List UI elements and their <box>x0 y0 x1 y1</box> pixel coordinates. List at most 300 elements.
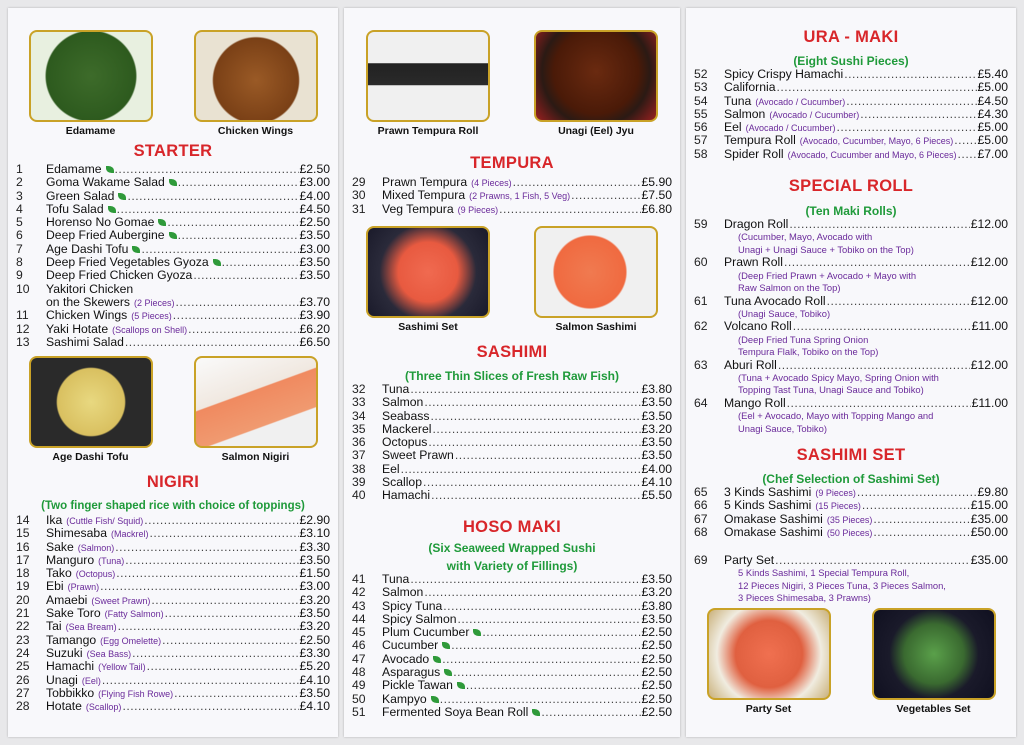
item-number: 67 <box>694 511 708 526</box>
item-name <box>382 396 423 409</box>
dot-leader <box>118 620 299 633</box>
item-price: £2.50 <box>641 678 672 693</box>
item-price: £9.80 <box>977 485 1008 499</box>
item-number: 65 <box>694 485 708 499</box>
item-number: 54 <box>694 93 708 108</box>
item-name-text: Plum Cucumber <box>382 625 470 640</box>
menu-item <box>344 476 680 489</box>
item-description: (Deep Fried Prawn + Avocado + Mayo with <box>738 269 917 281</box>
item-description: (Tuna + Avocado Spicy Mayo, Spring Onion with <box>738 371 939 383</box>
item-name-text: Tai <box>46 619 62 634</box>
menu-item <box>8 527 338 540</box>
hoso-maki-list <box>344 573 680 719</box>
item-name-text: Cucumber <box>382 638 439 653</box>
vegetarian-leaf-icon <box>108 206 116 213</box>
item-price: £11.00 <box>971 319 1008 334</box>
dot-leader <box>176 296 299 309</box>
vegetarian-leaf-icon <box>433 656 441 663</box>
item-number: 49 <box>352 678 366 693</box>
section-subtitle-ura-maki: (Eight Sushi Pieces) <box>793 54 909 68</box>
item-number: 1 <box>16 162 23 176</box>
dot-leader <box>453 666 640 679</box>
item-description: (Cucumber, Mayo, Avocado with <box>738 231 873 243</box>
menu-item <box>344 693 680 706</box>
menu-item <box>8 269 338 282</box>
menu-item <box>8 541 338 554</box>
item-name-text: Salmon <box>382 395 424 410</box>
dot-leader <box>115 163 299 176</box>
item-name <box>46 243 140 256</box>
item-note: (Sea Bass) <box>86 648 132 659</box>
dot-leader <box>455 449 641 462</box>
menu-item <box>686 134 1016 147</box>
salmon-nigiri-photo <box>194 356 318 448</box>
item-name-text: Spider Roll <box>724 146 784 161</box>
item-name <box>382 463 400 476</box>
item-note: (Prawn) <box>67 582 100 593</box>
item-number: 57 <box>694 133 708 148</box>
item-name-text: Age Dashi Tofu <box>46 241 129 256</box>
item-number: 5 <box>16 215 23 230</box>
item-note: (Avocado, Cucumber, Mayo, 6 Pieces) <box>799 136 954 147</box>
section-subtitle-nigiri: (Two finger shaped rice with choice of toppings) <box>41 500 305 512</box>
dot-leader <box>141 243 298 256</box>
menu-item <box>686 148 1016 161</box>
item-price: £3.10 <box>299 526 330 541</box>
item-price: £12.00 <box>970 255 1008 270</box>
section-title-tempura: TEMPURA <box>470 154 554 172</box>
item-number: 64 <box>694 395 708 410</box>
item-description: Unagi Sauce, Tobiko) <box>738 422 827 434</box>
item-name <box>46 283 133 296</box>
menu-item <box>8 687 338 700</box>
item-name-text: Eel <box>382 461 400 476</box>
menu-item <box>344 176 680 189</box>
item-number: 7 <box>16 241 23 256</box>
item-name-text: Fermented Soya Bean Roll <box>382 704 529 719</box>
photo-row-bottom <box>686 608 1016 715</box>
menu-item <box>8 309 338 322</box>
photo-caption: Unagi (Eel) Jyu <box>558 125 634 137</box>
menu-item <box>344 463 680 476</box>
photo-vegetables-set <box>872 608 996 715</box>
section-title-starter: STARTER <box>133 142 213 160</box>
dot-leader <box>513 176 641 189</box>
item-number: 3 <box>16 188 23 203</box>
item-name-text: Mango Roll <box>724 395 786 410</box>
dot-leader <box>440 693 641 706</box>
dot-leader <box>167 216 298 229</box>
item-name-text: Ebi <box>46 579 64 594</box>
dot-leader <box>846 95 976 108</box>
photo-caption: Chicken Wings <box>217 125 294 137</box>
item-price: £5.90 <box>641 175 672 189</box>
menu-item <box>344 436 680 449</box>
item-note: (5 Pieces) <box>131 311 172 322</box>
item-name-text: Avocado <box>382 651 430 666</box>
item-name-text: Prawn Tempura <box>382 175 468 189</box>
item-name <box>382 706 540 719</box>
menu-item <box>8 634 338 647</box>
item-description: Tempura Flalk, Tobiko on the Top) <box>738 346 879 358</box>
item-name <box>382 679 465 692</box>
item-name-text: Salmon <box>724 106 766 121</box>
item-name-text: Spicy Salmon <box>382 611 457 626</box>
item-price: £15.00 <box>970 498 1008 513</box>
item-name-text: Veg Tempura <box>382 201 454 216</box>
item-number: 36 <box>352 435 366 450</box>
menu-item <box>8 229 338 242</box>
item-number: 48 <box>352 665 366 680</box>
item-number: 43 <box>352 598 366 613</box>
dot-leader <box>115 541 298 554</box>
menu-item <box>344 626 680 639</box>
menu-item <box>8 283 338 296</box>
item-price: £4.00 <box>299 188 330 203</box>
item-note: (9 Pieces) <box>457 204 499 215</box>
dot-leader <box>423 476 641 489</box>
section-title-hoso-maki: HOSO MAKI <box>462 518 562 536</box>
dot-leader <box>174 687 298 700</box>
menu-item <box>8 674 338 687</box>
item-note: (15 Pieces) <box>815 501 861 512</box>
menu-item <box>8 163 338 176</box>
item-number: 59 <box>694 217 708 231</box>
item-name <box>382 613 457 626</box>
item-name <box>724 320 792 333</box>
dot-leader <box>162 634 298 647</box>
menu-item <box>686 68 1016 81</box>
photo-chicken-wings <box>194 30 318 137</box>
menu-item <box>344 396 680 409</box>
menu-item <box>8 190 338 203</box>
special-roll-list <box>686 218 1016 435</box>
photo-party-set <box>707 608 831 715</box>
section-title-special-roll: SPECIAL ROLL <box>788 177 914 195</box>
photo-age-dashi-tofu <box>29 356 153 463</box>
vegetarian-leaf-icon <box>169 179 177 186</box>
item-name-text: Volcano Roll <box>724 319 792 334</box>
item-price: £6.80 <box>641 201 672 216</box>
item-price: £4.10 <box>299 672 330 687</box>
menu-item <box>8 243 338 256</box>
menu-item <box>686 81 1016 94</box>
dot-leader <box>117 203 299 216</box>
vegetarian-leaf-icon <box>431 696 439 703</box>
vegetarian-leaf-icon <box>457 682 465 689</box>
item-number: 9 <box>16 268 23 283</box>
item-name-text: Tuna <box>382 572 410 586</box>
item-name-text: Tobbikko <box>46 685 95 700</box>
item-number: 22 <box>16 619 30 634</box>
dot-leader <box>844 68 976 81</box>
item-price: £3.50 <box>299 268 330 283</box>
item-name-text: Seabass <box>382 408 430 423</box>
item-note: (2 Prawns, 1 Fish, 5 Veg) <box>469 191 571 202</box>
dot-leader <box>222 256 299 269</box>
item-name-text: Sake <box>46 539 74 554</box>
item-name-text: Edamame <box>46 162 102 176</box>
ura-maki-list <box>686 68 1016 161</box>
item-note: (Mackrel) <box>110 529 149 540</box>
item-name-text: Tempura Roll <box>724 133 796 148</box>
photo-prawn-tempura-roll <box>366 30 490 137</box>
menu-item <box>344 653 680 666</box>
item-number: 28 <box>16 699 30 714</box>
item-price: £3.50 <box>299 606 330 621</box>
item-price: £11.00 <box>971 395 1008 410</box>
item-name-text: Omakase Sashimi <box>724 511 823 526</box>
dot-leader <box>451 639 640 652</box>
item-price: £3.50 <box>299 552 330 567</box>
section-title-nigiri: NIGIRI <box>146 473 200 491</box>
item-name-text: Hamachi <box>382 488 431 503</box>
vegetarian-leaf-icon <box>158 219 166 226</box>
dot-leader <box>431 489 640 502</box>
menu-item <box>8 323 338 336</box>
item-name-text: Eel <box>724 120 742 135</box>
dot-leader <box>430 410 640 423</box>
item-note: (Avocado / Cucumber) <box>769 109 860 120</box>
menu-item <box>686 359 1016 372</box>
item-number: 42 <box>352 585 366 600</box>
photo-caption: Sashimi Set <box>398 321 458 333</box>
section-title-ura-maki: URA - MAKI <box>803 28 899 46</box>
item-name-text: Yakitori Chicken <box>46 281 134 296</box>
item-number: 11 <box>16 308 29 323</box>
menu-item <box>686 526 1016 539</box>
item-number: 38 <box>352 461 366 476</box>
dot-leader <box>793 320 971 333</box>
item-price: £5.00 <box>977 133 1008 148</box>
dot-leader <box>787 397 971 410</box>
item-name <box>724 108 859 122</box>
item-name <box>724 148 957 162</box>
menu-item <box>344 600 680 613</box>
item-name-text: Spicy Tuna <box>382 598 443 613</box>
item-price: £3.50 <box>299 228 330 243</box>
sashimi-set-photo <box>366 226 490 318</box>
dot-leader <box>178 176 299 189</box>
item-price: £5.20 <box>299 659 330 674</box>
item-number: 20 <box>16 592 30 607</box>
item-price: £4.50 <box>977 93 1008 108</box>
item-price: £3.20 <box>299 592 330 607</box>
item-name <box>46 256 221 269</box>
photo-caption: Salmon Sashimi <box>555 321 637 333</box>
item-price: £2.50 <box>299 215 330 230</box>
vegetarian-leaf-icon <box>169 232 177 239</box>
item-note: (Eel) <box>81 675 101 686</box>
item-price: £3.50 <box>299 255 330 270</box>
item-number: 53 <box>694 80 708 95</box>
vegetarian-leaf-icon <box>118 193 126 200</box>
menu-item: 69 Party Set ..... £35.00 <box>686 554 1016 567</box>
menu-item <box>8 594 338 607</box>
dot-leader <box>443 600 640 613</box>
dot-leader <box>424 586 640 599</box>
menu-item <box>8 336 338 349</box>
item-name-text: Tuna <box>382 382 410 396</box>
dot-leader <box>458 613 641 626</box>
item-name <box>382 666 452 679</box>
menu-item <box>344 666 680 679</box>
item-number: 25 <box>16 659 30 674</box>
item-number: 14 <box>16 513 30 527</box>
item-number: 68 <box>694 524 708 539</box>
item-description: Topping Tast Tuna, Unagi Sauce and Tobiko) <box>738 384 924 396</box>
dot-leader <box>401 463 641 476</box>
item-note: (35 Pieces) <box>826 514 873 525</box>
item-price: £2.50 <box>641 625 672 640</box>
item-name <box>382 600 442 613</box>
section-subtitle-sashimi-set: (Chef Selection of Sashimi Set) <box>762 472 940 486</box>
section-subtitle-hoso-1: (Six Seaweed Wrapped Sushi <box>428 541 596 555</box>
item-name-text: Dragon Roll <box>724 217 789 231</box>
item-number: 50 <box>352 691 366 706</box>
item-name-text: Horenso No Gomae <box>46 215 155 230</box>
item-note: (Egg Omelette) <box>100 635 162 646</box>
item-price: £2.50 <box>641 691 672 706</box>
item-number: 4 <box>16 201 23 216</box>
menu-item <box>8 647 338 660</box>
item-name-text: Deep Fried Vegetables Gyoza <box>46 255 209 270</box>
item-name <box>382 423 431 436</box>
item-name-text: Green Salad <box>46 188 115 203</box>
chicken-wings-photo <box>194 30 318 122</box>
item-price: £3.50 <box>641 611 672 626</box>
item-name <box>382 476 422 489</box>
item-number: 39 <box>352 475 366 490</box>
dot-leader <box>122 700 298 713</box>
item-name <box>382 586 423 599</box>
item-name <box>46 203 116 216</box>
section-title-sashimi-set: SASHIMI SET <box>796 446 906 464</box>
item-note: (Flying Fish Rowe) <box>98 688 174 699</box>
menu-item <box>344 613 680 626</box>
item-name <box>724 68 843 81</box>
photo-unagi-jyu <box>534 30 658 137</box>
item-name <box>46 176 177 189</box>
menu-item <box>8 514 338 527</box>
vegetarian-leaf-icon <box>532 709 540 716</box>
item-name-text: Shimesaba <box>46 526 107 541</box>
item-name-text: Tako <box>46 566 72 581</box>
item-name-text: Ika <box>46 513 63 527</box>
item-name-text: Sashimi Salad <box>46 334 124 349</box>
item-note: (50 Pieces) <box>826 527 873 538</box>
item-name-text: Sweet Prawn <box>382 448 454 463</box>
item-price: £5.00 <box>977 120 1008 135</box>
item-name <box>382 436 427 449</box>
item-name-text: on the Skewers <box>46 294 131 309</box>
item-number: 27 <box>16 685 30 700</box>
item-note: (9 Pieces) <box>815 488 856 498</box>
vegetarian-leaf-icon <box>106 166 114 173</box>
item-number: 2 <box>16 175 23 190</box>
dot-leader <box>424 396 640 409</box>
dot-leader <box>837 121 977 134</box>
photo-edamame <box>29 30 153 137</box>
dot-leader <box>100 580 298 593</box>
item-name-text: Chicken Wings <box>46 308 128 323</box>
item-number: 52 <box>694 67 708 81</box>
item-price: £3.50 <box>641 395 672 410</box>
item-number: 46 <box>352 638 366 653</box>
dot-leader <box>776 81 976 94</box>
item-number: 26 <box>16 672 30 687</box>
item-price: £12.00 <box>970 357 1008 372</box>
item-price: £35.00 <box>970 511 1008 526</box>
item-name-text: Aburi Roll <box>724 357 777 372</box>
item-note: (Avocado / Cucumber) <box>755 96 846 107</box>
item-name-text: Manguro <box>46 552 95 567</box>
menu-item <box>344 189 680 202</box>
menu-item <box>686 499 1016 512</box>
item-number: 32 <box>352 382 366 396</box>
dot-leader <box>827 295 970 308</box>
vegetarian-leaf-icon <box>444 669 452 676</box>
menu-item <box>344 449 680 462</box>
item-price: £5.40 <box>977 67 1008 81</box>
menu-item <box>8 554 338 567</box>
item-price: £2.50 <box>641 665 672 680</box>
item-price: £3.30 <box>299 539 330 554</box>
dot-leader <box>778 359 970 372</box>
menu-panel-right <box>686 8 1016 737</box>
sashimi-set-list <box>686 486 1016 539</box>
item-price: £3.20 <box>299 619 330 634</box>
age-dashi-tofu-photo <box>29 356 153 448</box>
item-name <box>46 336 124 349</box>
dot-leader <box>193 269 298 282</box>
item-name <box>382 383 409 396</box>
item-number: 35 <box>352 421 366 436</box>
item-note: (Avocado / Cucumber) <box>745 123 836 134</box>
item-price: £2.50 <box>299 162 330 176</box>
item-number: 24 <box>16 645 30 660</box>
item-name-text: Suzuki <box>46 645 83 660</box>
photo-row-top <box>8 30 338 137</box>
item-price: £3.80 <box>641 598 672 613</box>
item-number: 21 <box>16 606 30 621</box>
item-number: 29 <box>352 175 366 189</box>
item-name-text: Yaki Hotate <box>46 321 109 336</box>
item-note: (Salmon) <box>77 542 115 553</box>
item-name-text: 5 Kinds Sashimi <box>724 498 812 513</box>
section-subtitle-hoso-2: with Variety of Fillings) <box>446 559 578 573</box>
item-number: 45 <box>352 625 366 640</box>
menu-item <box>686 513 1016 526</box>
item-number: 12 <box>16 321 30 336</box>
dot-leader <box>789 218 969 231</box>
item-name-text: Goma Wakame Salad <box>46 175 165 190</box>
menu-item <box>686 486 1016 499</box>
item-price: £5.50 <box>641 488 672 503</box>
photo-row-mid <box>8 356 338 463</box>
dot-leader <box>132 647 298 660</box>
item-price: £2.50 <box>299 632 330 647</box>
item-description: Unagi + Unagi Sauce + Tobiko on the Top) <box>738 243 914 255</box>
photo-caption: Vegetables Set <box>896 703 971 715</box>
menu-item <box>686 218 1016 231</box>
item-description: (Eel + Avocado, Mayo with Topping Mango and <box>738 410 934 422</box>
item-number: 55 <box>694 106 708 121</box>
dot-leader <box>151 594 298 607</box>
item-number: 44 <box>352 611 366 626</box>
item-number: 62 <box>694 319 708 334</box>
tempura-list <box>344 176 680 216</box>
